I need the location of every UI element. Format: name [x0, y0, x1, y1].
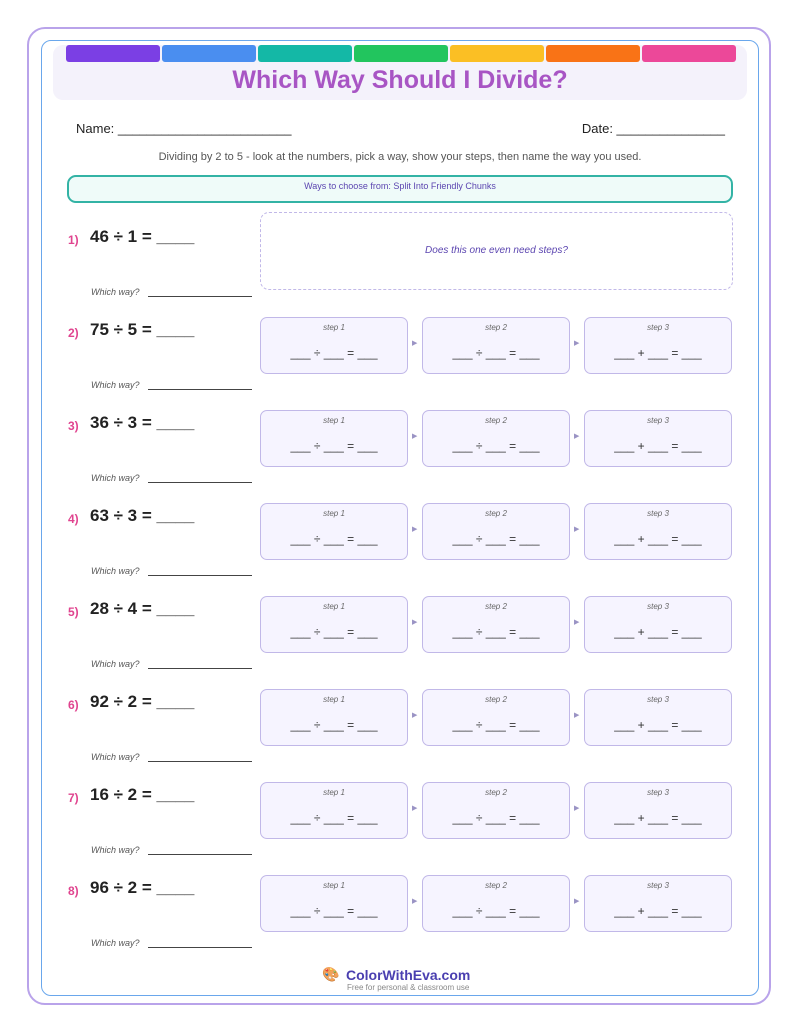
worksheet-title: Which Way Should I Divide? [232, 66, 568, 94]
step-label: step 1 [323, 602, 345, 611]
step-equation: ___ ÷ ___ = ___ [290, 718, 378, 732]
arrow-right-icon: ▶ [574, 619, 580, 626]
which-way-label: Which way? [91, 752, 140, 762]
problem-number: 5) [68, 605, 79, 619]
step-equation: ___ ÷ ___ = ___ [290, 532, 378, 546]
which-way-label: Which way? [91, 845, 140, 855]
rainbow-segment [258, 45, 352, 62]
problem-row [0, 687, 800, 777]
step-box[interactable] [260, 782, 408, 839]
step-label: step 3 [647, 416, 669, 425]
footer-tagline: Free for personal & classroom use [347, 983, 470, 992]
problem-expression: 28 ÷ 4 = ____ [90, 599, 195, 618]
step-box[interactable] [260, 410, 408, 467]
step-equation: ___ ÷ ___ = ___ [452, 532, 540, 546]
step-label: step 2 [485, 416, 507, 425]
step-equation: ___ ÷ ___ = ___ [290, 904, 378, 918]
step-equation: ___ ÷ ___ = ___ [290, 346, 378, 360]
which-way-answer-line[interactable] [148, 296, 252, 297]
step-box[interactable] [584, 782, 732, 839]
arrow-right-icon: ▶ [412, 898, 418, 905]
step-box[interactable] [260, 875, 408, 932]
step-label: step 2 [485, 602, 507, 611]
which-way-answer-line[interactable] [148, 389, 252, 390]
problem-row [0, 873, 800, 963]
step-box[interactable] [422, 689, 570, 746]
arrow-right-icon: ▶ [574, 805, 580, 812]
step-label: step 1 [323, 323, 345, 332]
which-way-label: Which way? [91, 938, 140, 948]
rainbow-segment [642, 45, 736, 62]
footer-brand: ColorWithEva.com [346, 967, 471, 983]
problem-row [0, 222, 800, 312]
problem-expression: 63 ÷ 3 = ____ [90, 506, 195, 525]
step-box[interactable] [422, 317, 570, 374]
step-equation: ___ ÷ ___ = ___ [452, 625, 540, 639]
step-equation: ___ + ___ = ___ [614, 532, 702, 546]
problem-number: 1) [68, 233, 79, 247]
step-equation: ___ + ___ = ___ [614, 346, 702, 360]
arrow-right-icon: ▶ [574, 433, 580, 440]
step-label: step 2 [485, 881, 507, 890]
step-label: step 1 [323, 881, 345, 890]
rainbow-segment [354, 45, 448, 62]
step-equation: ___ + ___ = ___ [614, 439, 702, 453]
step-box[interactable] [422, 782, 570, 839]
which-way-answer-line[interactable] [148, 668, 252, 669]
rainbow-segment [66, 45, 160, 62]
step-equation: ___ ÷ ___ = ___ [452, 346, 540, 360]
step-box[interactable] [584, 317, 732, 374]
rainbow-bar [66, 45, 736, 62]
problem-number: 3) [68, 419, 79, 433]
problem-number: 6) [68, 698, 79, 712]
arrow-right-icon: ▶ [574, 526, 580, 533]
step-box[interactable] [422, 596, 570, 653]
problem-expression: 92 ÷ 2 = ____ [90, 692, 195, 711]
which-way-answer-line[interactable] [148, 854, 252, 855]
step-equation: ___ + ___ = ___ [614, 625, 702, 639]
arrow-right-icon: ▶ [574, 898, 580, 905]
step-label: step 3 [647, 602, 669, 611]
rainbow-segment [450, 45, 544, 62]
step-box[interactable] [584, 596, 732, 653]
problem-expression: 96 ÷ 2 = ____ [90, 878, 195, 897]
step-equation: ___ + ___ = ___ [614, 811, 702, 825]
problem-number: 2) [68, 326, 79, 340]
step-label: step 1 [323, 695, 345, 704]
problem-row [0, 780, 800, 870]
which-way-answer-line[interactable] [148, 482, 252, 483]
which-way-label: Which way? [91, 659, 140, 669]
step-equation: ___ ÷ ___ = ___ [290, 811, 378, 825]
instructions: Dividing by 2 to 5 - look at the numbers, pick a way, show your steps, then name the way you used. [158, 151, 642, 163]
arrow-right-icon: ▶ [412, 712, 418, 719]
rainbow-segment [162, 45, 256, 62]
no-steps-prompt: Does this one even need steps? [425, 245, 568, 256]
step-box[interactable] [260, 596, 408, 653]
arrow-right-icon: ▶ [412, 619, 418, 626]
date-field[interactable]: Date: _______________ [581, 121, 725, 136]
step-label: step 2 [485, 788, 507, 797]
palette-icon: 🎨 [322, 966, 340, 982]
problem-row [0, 594, 800, 684]
arrow-right-icon: ▶ [574, 712, 580, 719]
step-box[interactable] [584, 503, 732, 560]
step-equation: ___ ÷ ___ = ___ [290, 625, 378, 639]
which-way-label: Which way? [91, 566, 140, 576]
problem-expression: 75 ÷ 5 = ____ [90, 320, 195, 339]
step-box[interactable] [422, 875, 570, 932]
problem-expression: 36 ÷ 3 = ____ [90, 413, 195, 432]
step-box[interactable] [422, 503, 570, 560]
ways-text: Ways to choose from: Split Into Friendly Chunks [304, 181, 496, 191]
step-label: step 2 [485, 695, 507, 704]
step-label: step 3 [647, 509, 669, 518]
rainbow-segment [546, 45, 640, 62]
step-box[interactable] [422, 410, 570, 467]
step-equation: ___ ÷ ___ = ___ [452, 904, 540, 918]
step-label: step 3 [647, 881, 669, 890]
step-label: step 1 [323, 788, 345, 797]
step-equation: ___ + ___ = ___ [614, 904, 702, 918]
arrow-right-icon: ▶ [412, 526, 418, 533]
which-way-label: Which way? [91, 473, 140, 483]
step-label: step 3 [647, 695, 669, 704]
step-box[interactable] [584, 875, 732, 932]
arrow-right-icon: ▶ [574, 340, 580, 347]
step-equation: ___ + ___ = ___ [614, 718, 702, 732]
step-label: step 1 [323, 509, 345, 518]
step-equation: ___ ÷ ___ = ___ [452, 811, 540, 825]
problem-row [0, 315, 800, 405]
problem-expression: 16 ÷ 2 = ____ [90, 785, 195, 804]
no-steps-box[interactable] [260, 212, 733, 290]
problem-number: 7) [68, 791, 79, 805]
problem-number: 8) [68, 884, 79, 898]
step-label: step 1 [323, 416, 345, 425]
step-box[interactable] [260, 317, 408, 374]
problem-row [0, 501, 800, 591]
arrow-right-icon: ▶ [412, 805, 418, 812]
arrow-right-icon: ▶ [412, 433, 418, 440]
arrow-right-icon: ▶ [412, 340, 418, 347]
name-field[interactable]: Name: ________________________ [76, 121, 292, 136]
ways-box [67, 175, 733, 203]
step-label: step 2 [485, 323, 507, 332]
step-box[interactable] [584, 410, 732, 467]
step-label: step 2 [485, 509, 507, 518]
step-box[interactable] [260, 503, 408, 560]
step-box[interactable] [260, 689, 408, 746]
step-equation: ___ ÷ ___ = ___ [290, 439, 378, 453]
step-label: step 3 [647, 788, 669, 797]
problem-number: 4) [68, 512, 79, 526]
which-way-answer-line[interactable] [148, 947, 252, 948]
step-equation: ___ ÷ ___ = ___ [452, 718, 540, 732]
which-way-label: Which way? [91, 287, 140, 297]
problem-row [0, 408, 800, 498]
which-way-label: Which way? [91, 380, 140, 390]
which-way-answer-line[interactable] [148, 761, 252, 762]
step-box[interactable] [584, 689, 732, 746]
which-way-answer-line[interactable] [148, 575, 252, 576]
step-equation: ___ ÷ ___ = ___ [452, 439, 540, 453]
step-label: step 3 [647, 323, 669, 332]
problem-expression: 46 ÷ 1 = ____ [90, 227, 195, 246]
